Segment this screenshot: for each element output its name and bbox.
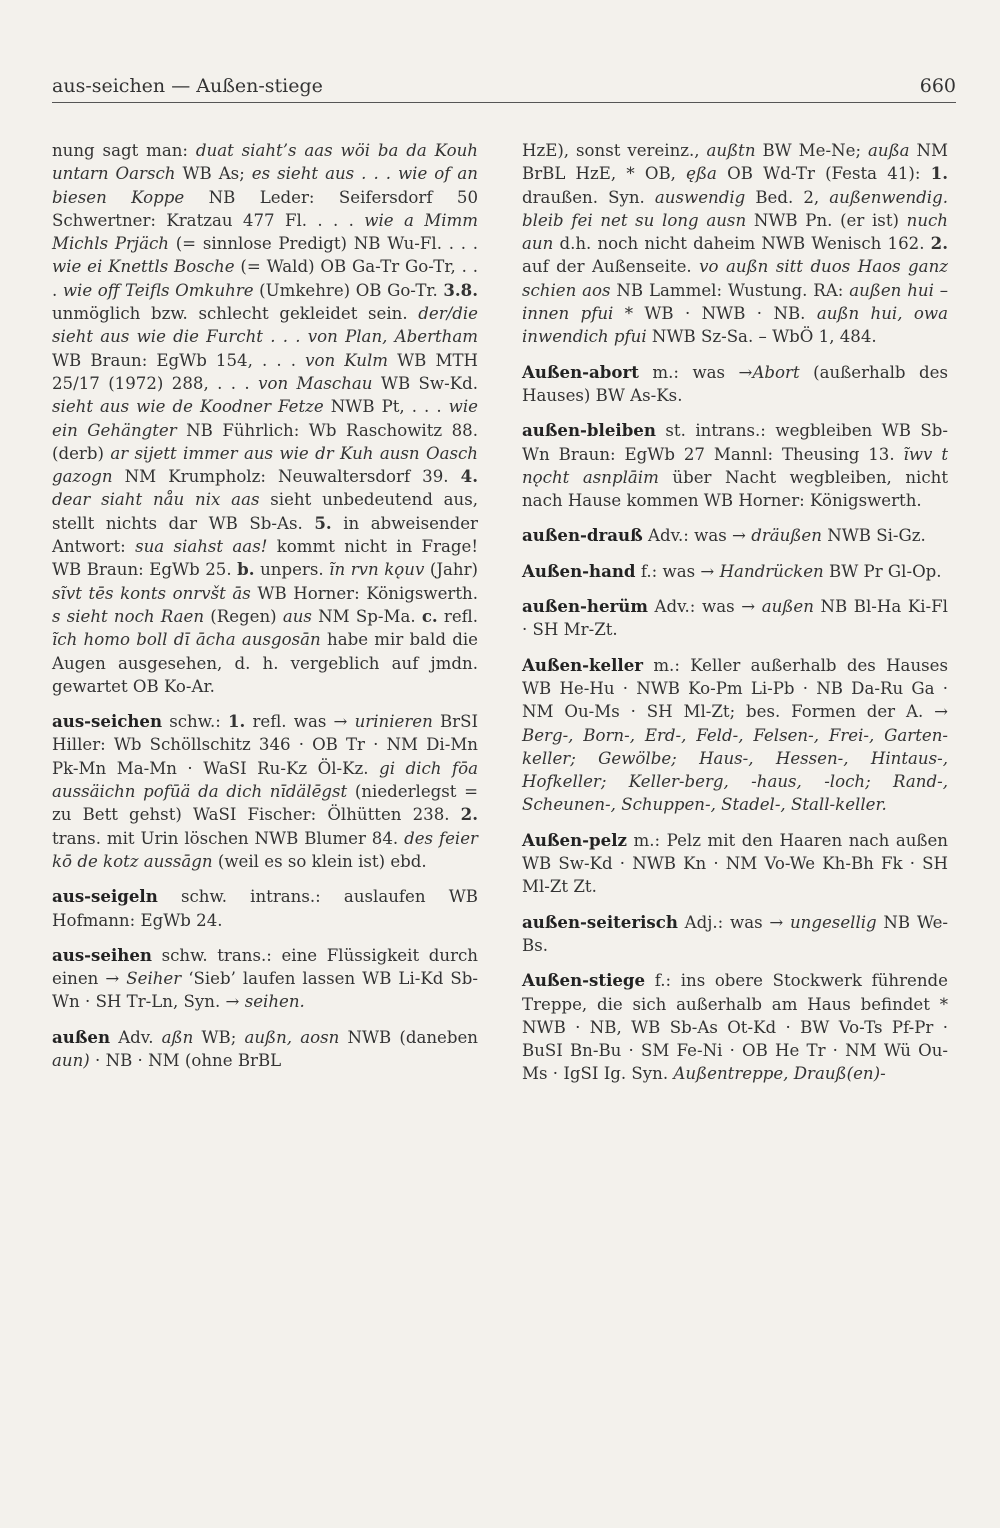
italic-text: außtn: [706, 141, 756, 160]
entry-text: Adv.: was →: [647, 597, 762, 617]
entry-text: * WB · NWB · NB.: [613, 304, 817, 324]
entry-text: BrSI Hiller: Wb Schöllschitz 346 · OB Tr · NM Di-Mn Pk-Mn Ma-Mn · WaSI Ru-Kz Öl-Kz.: [52, 712, 478, 778]
italic-text: ar sijett immer aus wie dr Kuh ausn Oasch gazogn: [52, 443, 478, 487]
dictionary-entry: [52, 1026, 478, 1073]
dictionary-entry: [522, 595, 948, 642]
entry-text: sieht unbedeutend aus, stellt nichts dar WB Sb-As.: [52, 490, 479, 533]
italic-text: Berg-, Born-, Erd-, Feld-, Felsen-, Frei-, Garten-keller; Gewölbe; Haus-, Hessen-, Hintaus-, Hofkeller; Keller-berg, -haus, -loch; Rand-, Scheunen-, Schuppen-, Stadel-, Stall-keller.: [522, 725, 948, 815]
dictionary-entry: [52, 885, 478, 932]
italic-text: außenwendig. bleib fei net su long ausn: [522, 187, 948, 230]
entry-text: (niederlegst = zu Bett gehst) WaSI Fischer: Ölhütten 238.: [52, 782, 478, 825]
sense-number: 1.: [930, 163, 948, 184]
entry-text: auf der Außenseite.: [522, 257, 700, 277]
italic-text: s sieht noch Raen: [52, 606, 205, 626]
dictionary-entry: [522, 969, 948, 1085]
italic-text: vo außn sitt duos Haos ganz schien aos: [522, 257, 948, 300]
entry-text: schw.:: [162, 712, 228, 732]
italic-text: außen hui – innen pfui: [522, 280, 949, 324]
dictionary-entry: [522, 419, 948, 512]
dictionary-entry: [522, 560, 948, 583]
page-number: 660: [919, 75, 956, 97]
entry-text: WB Braun: EgWb 154, . . .: [52, 350, 306, 370]
entry-text: Bed. 2,: [745, 187, 830, 207]
entry-text: WB MTH 25/17 (1972) 288, . . .: [52, 350, 479, 393]
entry-headword: Außen-hand: [522, 560, 636, 581]
entry-headword: Außen-stiege: [522, 970, 646, 991]
entry-text: NM Krumpholz: Neuwaltersdorf 39.: [112, 467, 461, 487]
entry-text: (= Wald) OB Ga-Tr Go-Tr, . . .: [52, 257, 478, 300]
entry-text: NM Sp-Ma.: [311, 606, 422, 626]
entry-headword: außen: [52, 1026, 111, 1047]
entry-text: HzE), sonst vereinz.,: [522, 141, 707, 160]
entry-headword: außen-drauß: [522, 525, 643, 546]
entry-text: BW Pr Gl-Op.: [823, 561, 942, 581]
sense-number: c.: [421, 605, 438, 626]
italic-text: Außentreppe, Drauß(en)-: [673, 1064, 886, 1084]
dictionary-entry: [52, 710, 478, 873]
sense-number: 4.: [460, 466, 478, 487]
italic-text: wie a Mimm Michls Prjäch: [52, 210, 478, 254]
entry-headword: außen-bleiben: [522, 420, 656, 441]
entry-text: BW Me-Ne;: [755, 141, 868, 160]
italic-text: sua siahst aas!: [135, 537, 268, 557]
entry-text: NWB Si-Gz.: [821, 526, 926, 546]
italic-text: ungesellig: [789, 912, 877, 932]
italic-text: gi dich fōa aussäichn pofūä da dich nīdälēgst: [52, 758, 479, 802]
italic-text: ęßa: [686, 164, 717, 184]
entry-text: NWB Pn. (er ist): [746, 210, 907, 230]
entry-text: m.: Keller außerhalb des Hauses WB He-Hu · NWB Ko-Pm Li-Pb · NB Da-Ru Ga · NM Ou-Ms · SH Ml-Zt; bes. Formen der A. →: [522, 655, 948, 722]
entry-text: in abweisender Antwort:: [52, 513, 478, 557]
italic-text: sieht aus wie de Koodner Fetze: [52, 397, 324, 417]
italic-text: von Maschau: [258, 373, 373, 393]
entry-text: NB We-Bs.: [522, 912, 948, 955]
entry-text: WB As;: [175, 164, 252, 184]
entry-text: NB Bl-Ha Ki-Fl · SH Mr-Zt.: [522, 597, 948, 640]
dictionary-entry: [52, 944, 478, 1014]
entry-text: (Jahr): [424, 560, 478, 580]
entry-headword: aus-seigeln: [52, 886, 158, 907]
italic-text: aun): [52, 1050, 90, 1070]
sense-number: b.: [237, 559, 255, 580]
entry-text: WB Sw-Kd.: [372, 373, 478, 393]
entry-text: f.: was →: [635, 561, 720, 581]
entry-text: Adv.: was →: [642, 526, 752, 546]
italic-text: nuch aun: [522, 210, 948, 254]
italic-text: wie ein Gehängter: [52, 397, 478, 440]
entry-text: d.h. noch nicht daheim NWB Wenisch 162.: [553, 234, 931, 254]
dictionary-entry: [522, 911, 948, 958]
entry-text: draußen. Syn.: [522, 187, 655, 207]
entry-text: WB;: [193, 1027, 245, 1047]
entry-text: Adj.: was →: [677, 912, 790, 932]
entry-headword: aus-seihen: [52, 944, 152, 965]
entry-text: schw. intrans.: auslaufen WB Hofmann: EgWb 24.: [52, 887, 478, 930]
italic-text: seihen.: [244, 992, 305, 1012]
sense-number: 5.: [314, 512, 332, 533]
italic-text: aßn: [161, 1027, 194, 1047]
entry-headword: außen-herüm: [522, 596, 648, 617]
entry-text: (weil es so klein ist) ebd.: [212, 851, 427, 871]
entry-text: (außerhalb des Hauses) BW As-Ks.: [522, 362, 948, 405]
italic-text: Abort: [752, 362, 800, 382]
dictionary-entry: [522, 829, 948, 899]
entry-text: über Nacht wegbleiben, nicht nach Hause kommen WB Horner: Königswerth.: [522, 467, 948, 511]
entry-continuation: [52, 139, 478, 698]
entry-text: OB Wd-Tr (Festa 41):: [716, 164, 931, 184]
entry-text: WB Horner: Königswerth.: [250, 583, 478, 603]
italic-text: außen: [761, 597, 814, 617]
entry-headword: Außen-abort: [522, 361, 639, 382]
italic-text: außa: [867, 141, 910, 160]
entry-text: NB Leder: Seifersdorf 50 Schwertner: Kratzau 477 Fl. . . .: [52, 187, 478, 230]
italic-text: ĩwv t nǫcht asnplāim: [522, 444, 949, 487]
italic-text: von Kulm: [305, 350, 389, 370]
italic-text: dear siaht nåu nix aas: [52, 490, 260, 510]
entry-text: Adv.: [110, 1027, 162, 1047]
entry-text: refl.: [437, 606, 478, 626]
entry-headword: aus-seichen: [52, 711, 163, 732]
sense-number: 2.: [460, 804, 478, 825]
entry-text: NB Lammel: Wustung. RA:: [610, 280, 850, 300]
sense-number: 2.: [930, 233, 948, 254]
entry-text: nung sagt man:: [52, 141, 196, 160]
entry-text: NWB Pt, . . .: [323, 397, 449, 417]
entry-text: (Regen): [204, 606, 283, 626]
entry-text: (Umkehre) OB Go-Tr.: [253, 280, 444, 300]
left-column: [52, 139, 478, 1084]
entry-text: · NB · NM (ohne BrBL: [89, 1050, 282, 1070]
entry-text: ‘Sieb’ laufen lassen WB Li-Kd Sb-Wn · SH Tr-Ln, Syn. →: [52, 969, 478, 1012]
italic-text: Handrücken: [719, 561, 824, 581]
entry-text: (= sinnlose Predigt) NB Wu-Fl. . . .: [168, 234, 479, 254]
sense-number: 3.8.: [443, 279, 478, 300]
entry-continuation: [522, 139, 948, 349]
dictionary-entry: [522, 524, 948, 547]
entry-text: st. intrans.: wegbleiben WB Sb-Wn Braun: EgWb 27 Mannl: Theusing 13.: [522, 421, 948, 464]
dictionary-entry: [522, 654, 948, 817]
entry-text: trans. mit Urin löschen NWB Blumer 84.: [52, 828, 405, 848]
italic-text: außn, aosn: [244, 1027, 340, 1047]
entry-text: kommt nicht in Frage! WB Braun: EgWb 25.: [52, 537, 479, 580]
entry-headword: außen-seiterisch: [522, 911, 678, 932]
italic-text: ĩch homo boll dī ācha ausgosān: [52, 630, 321, 650]
entry-text: unmöglich bzw. schlecht gekleidet sein.: [52, 304, 419, 324]
italic-text: wie ei Knettls Bosche: [52, 257, 235, 277]
entry-text: f.: ins obere Stockwerk führende Treppe, die sich außerhalb am Haus befindet * NWB · NB, WB Sb-As Ot-Kd · BW Vo-Ts Pf-Pr · BuSI Bn-Bu · SM Fe-Ni · OB He Tr · NM Wü Ou-Ms · IgSI Ig. Syn.: [522, 971, 948, 1084]
entry-text: m.: Pelz mit den Haaren nach außen WB Sw-Kd · NWB Kn · NM Vo-We Kh-Bh Fk · SH Ml-Zt Zt.: [522, 830, 948, 897]
italic-text: Seiher: [126, 969, 182, 989]
entry-text: NWB (daneben: [339, 1027, 478, 1047]
entry-text: m.: was →: [638, 362, 753, 382]
italic-text: urinieren: [354, 712, 433, 732]
italic-text: ĩn rvn kǫuv: [329, 560, 425, 580]
italic-text: es sieht aus . . . wie of an biesen Koppe: [52, 164, 478, 207]
italic-text: dräußen: [751, 526, 822, 546]
sense-number: 1.: [227, 711, 246, 732]
entry-text: unpers.: [254, 560, 330, 580]
italic-text: auswendig: [654, 187, 746, 207]
right-column: [522, 139, 948, 1098]
italic-text: der/die sieht aus wie die Furcht . . . von Plan, Abertham: [52, 304, 478, 347]
italic-text: duat siaht’s aas wöi ba da Kouh untarn Oarsch: [52, 141, 478, 184]
entry-text: refl. was →: [245, 712, 355, 732]
running-head: aus-seichen — Außen-stiege: [52, 75, 323, 97]
dictionary-entry: [522, 361, 948, 408]
italic-text: wie off Teifls Omkuhre: [62, 280, 254, 300]
italic-text: des feier kō de kotz aussāgn: [52, 828, 478, 871]
italic-text: sĩvt tēs konts onrvšt ās: [52, 583, 251, 603]
entry-text: schw. trans.: eine Flüssigkeit durch einen →: [52, 945, 478, 989]
entry-headword: Außen-keller: [522, 654, 644, 675]
entry-text: NWB Sz-Sa. – WbÖ 1, 484.: [646, 327, 877, 347]
entry-headword: Außen-pelz: [522, 829, 627, 850]
page-header: [52, 70, 956, 103]
entry-text: habe mir bald die Augen ausgesehen, d. h. vergeblich auf jmdn. gewartet OB Ko-Ar.: [52, 630, 478, 696]
entry-text: NB Führlich: Wb Raschowitz 88. (derb): [52, 420, 478, 463]
italic-text: aus: [282, 606, 312, 626]
italic-text: außn hui, owa inwendich pfui: [522, 304, 948, 347]
entry-text: NM BrBL HzE, * OB,: [522, 141, 948, 184]
